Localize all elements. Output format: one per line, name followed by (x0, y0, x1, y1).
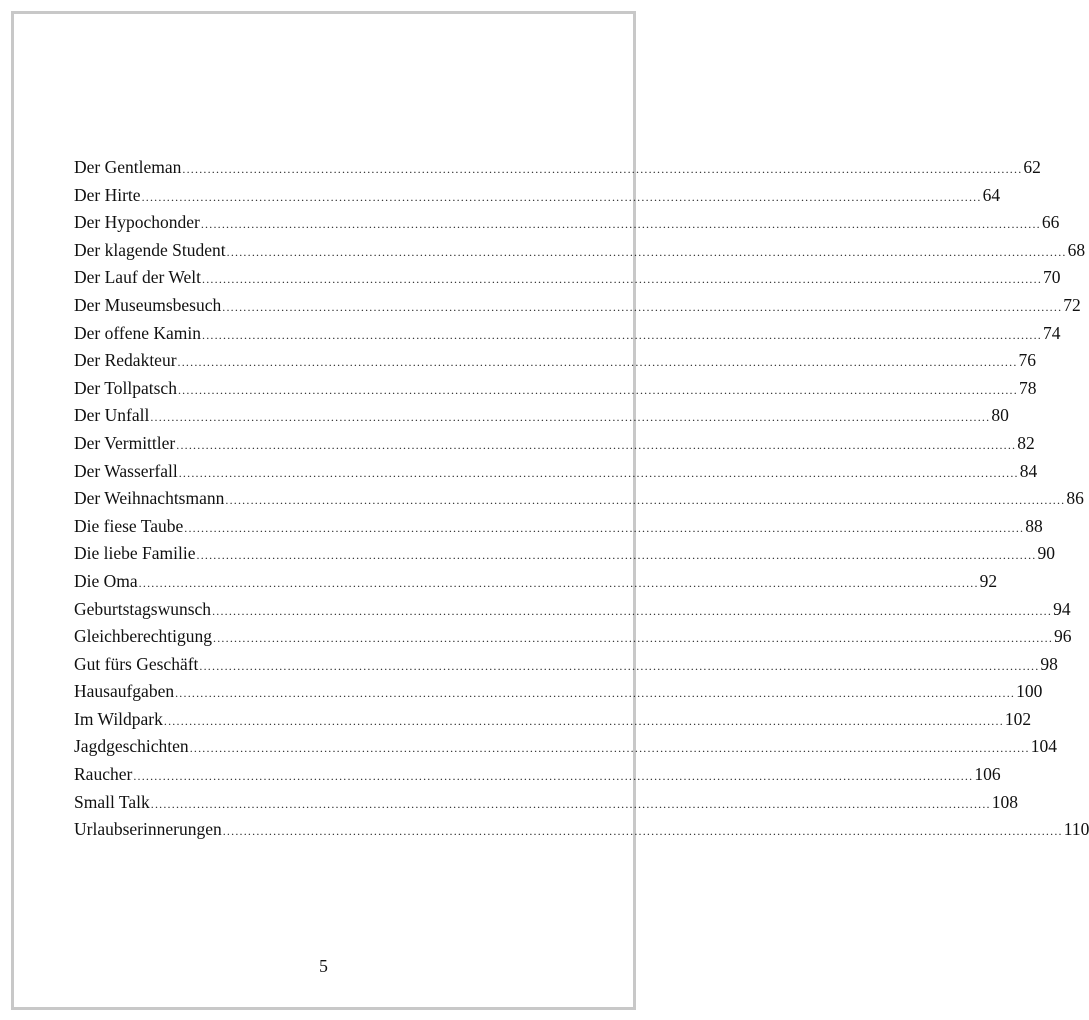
toc-entry-page: 78 (1018, 377, 1037, 398)
toc-entry-title: Raucher (74, 764, 133, 785)
toc-entry-page: 76 (1018, 350, 1037, 371)
toc-entry (74, 761, 1001, 789)
toc-leader-dots: ........................................................................................................................................................................................................ (176, 437, 1017, 452)
toc-leader-dots: ........................................................................................................................................................................................................ (177, 355, 1018, 370)
toc-entry-title: Hausaufgaben (74, 681, 175, 702)
toc-entry-page: 70 (1043, 267, 1061, 288)
toc-leader-dots: ........................................................................................................................................................................................................ (184, 520, 1025, 535)
toc-entry (74, 430, 1035, 458)
toc-entry-page: 102 (1004, 708, 1032, 729)
toc-leader-dots: ........................................................................................................................................................................................................ (150, 410, 991, 425)
toc-entry-title: Im Wildpark (74, 708, 163, 729)
toc-entry-page: 94 (1053, 598, 1071, 619)
toc-entry-title: Der Hypochonder (74, 212, 200, 233)
toc-entry-page: 64 (982, 184, 1001, 205)
toc-leader-dots: ........................................................................................................................................................................................................ (178, 465, 1019, 480)
toc-entry (74, 375, 1037, 403)
toc-entry (74, 789, 1018, 817)
toc-entry (74, 733, 1057, 761)
toc-entry-page: 74 (1043, 322, 1061, 343)
toc-entry (74, 154, 1041, 182)
toc-leader-dots: ........................................................................................................................................................................................................ (177, 382, 1018, 397)
toc-leader-dots: ........................................................................................................................................................................................................ (163, 713, 1004, 728)
toc-entry-page: 62 (1023, 157, 1041, 177)
table-of-contents (74, 154, 1089, 844)
toc-entry-page: 92 (979, 570, 998, 591)
toc-leader-dots: ........................................................................................................................................................................................................ (175, 686, 1016, 701)
toc-entry (74, 513, 1043, 541)
toc-entry-page: 66 (1041, 212, 1060, 233)
toc-leader-dots: ........................................................................................................................................................................................................ (212, 603, 1053, 618)
toc-entry-title: Der Tollpatsch (74, 377, 177, 398)
toc-entry (74, 485, 1084, 513)
toc-leader-dots: ........................................................................................................................................................................................................ (222, 824, 1063, 839)
toc-entry-page: 86 (1066, 488, 1084, 509)
toc-entry (74, 347, 1037, 375)
toc-entry (74, 320, 1061, 348)
toc-entry-title: Die liebe Familie (74, 543, 196, 564)
toc-entry-page: 84 (1019, 460, 1038, 481)
toc-entry-page: 100 (1016, 681, 1043, 702)
toc-leader-dots: ........................................................................................................................................................................................................ (133, 769, 974, 784)
toc-leader-dots: ........................................................................................................................................................................................................ (213, 631, 1054, 646)
toc-leader-dots: ........................................................................................................................................................................................................ (189, 741, 1030, 756)
toc-entry-page: 68 (1067, 239, 1086, 260)
toc-entry-page: 106 (974, 764, 1001, 785)
toc-leader-dots: ........................................................................................................................................................................................................ (200, 217, 1041, 232)
toc-entry (74, 182, 1001, 210)
toc-entry (74, 264, 1061, 292)
toc-entry (74, 458, 1038, 486)
toc-entry (74, 292, 1081, 320)
toc-entry (74, 706, 1032, 734)
toc-entry-title: Der klagende Student (74, 239, 226, 260)
toc-entry-page: 104 (1030, 736, 1057, 757)
toc-entry-title: Small Talk (74, 791, 150, 812)
toc-entry-title: Urlaubserinnerungen (74, 819, 222, 840)
toc-entry (74, 568, 998, 596)
toc-entry-title: Der Gentleman (74, 157, 182, 177)
toc-entry-title: Geburtstagswunsch (74, 598, 212, 619)
toc-entry (74, 651, 1058, 679)
toc-leader-dots: ........................................................................................................................................................................................................ (222, 299, 1063, 314)
toc-entry-title: Der Redakteur (74, 350, 177, 371)
toc-entry-title: Der Hirte (74, 184, 141, 205)
toc-entry-page: 108 (991, 791, 1018, 812)
toc-entry-title: Die Oma (74, 570, 138, 591)
toc-entry-title: Der Wasserfall (74, 460, 178, 481)
toc-entry-title: Der Weihnachtsmann (74, 488, 225, 509)
toc-entry (74, 237, 1086, 265)
toc-entry (74, 402, 1009, 430)
toc-leader-dots: ........................................................................................................................................................................................................ (150, 796, 991, 811)
toc-entry-page: 98 (1040, 653, 1058, 674)
page-number: 5 (319, 956, 328, 976)
toc-entry (74, 209, 1060, 237)
toc-entry-page: 90 (1037, 543, 1055, 564)
toc-entry-page: 88 (1025, 515, 1043, 536)
toc-leader-dots: ........................................................................................................................................................................................................ (226, 244, 1067, 259)
toc-entry-title: Der Museumsbesuch (74, 294, 222, 315)
toc-leader-dots: ........................................................................................................................................................................................................ (202, 272, 1043, 287)
toc-entry-page: 80 (991, 405, 1009, 426)
toc-leader-dots: ........................................................................................................................................................................................................ (225, 493, 1066, 508)
toc-entry-page: 110 (1063, 819, 1089, 840)
toc-entry-title: Gleichberechtigung (74, 626, 213, 647)
toc-entry (74, 596, 1071, 624)
toc-entry (74, 540, 1055, 568)
toc-entry-title: Der offene Kamin (74, 322, 201, 343)
toc-entry (74, 678, 1043, 706)
toc-entry-title: Gut fürs Geschäft (74, 653, 199, 674)
toc-leader-dots: ........................................................................................................................................................................................................ (138, 575, 979, 590)
toc-entry-page: 82 (1017, 432, 1035, 453)
toc-entry-title: Der Lauf der Welt (74, 267, 202, 288)
toc-leader-dots: ........................................................................................................................................................................................................ (141, 189, 982, 204)
toc-entry (74, 623, 1072, 651)
toc-entry-title: Die fiese Taube (74, 515, 184, 536)
toc-entry-page: 72 (1063, 294, 1081, 315)
toc-entry-title: Jagdgeschichten (74, 736, 189, 757)
toc-entry (74, 816, 1089, 844)
toc-entry-page: 96 (1054, 626, 1072, 647)
toc-leader-dots: ........................................................................................................................................................................................................ (196, 548, 1037, 563)
toc-leader-dots: ........................................................................................................................................................................................................ (202, 327, 1042, 342)
toc-entry-title: Der Unfall (74, 405, 150, 426)
toc-entry-title: Der Vermittler (74, 432, 176, 453)
toc-leader-dots: ........................................................................................................................................................................................................ (199, 658, 1040, 673)
toc-leader-dots: ........................................................................................................................................................................................................ (182, 162, 1023, 176)
